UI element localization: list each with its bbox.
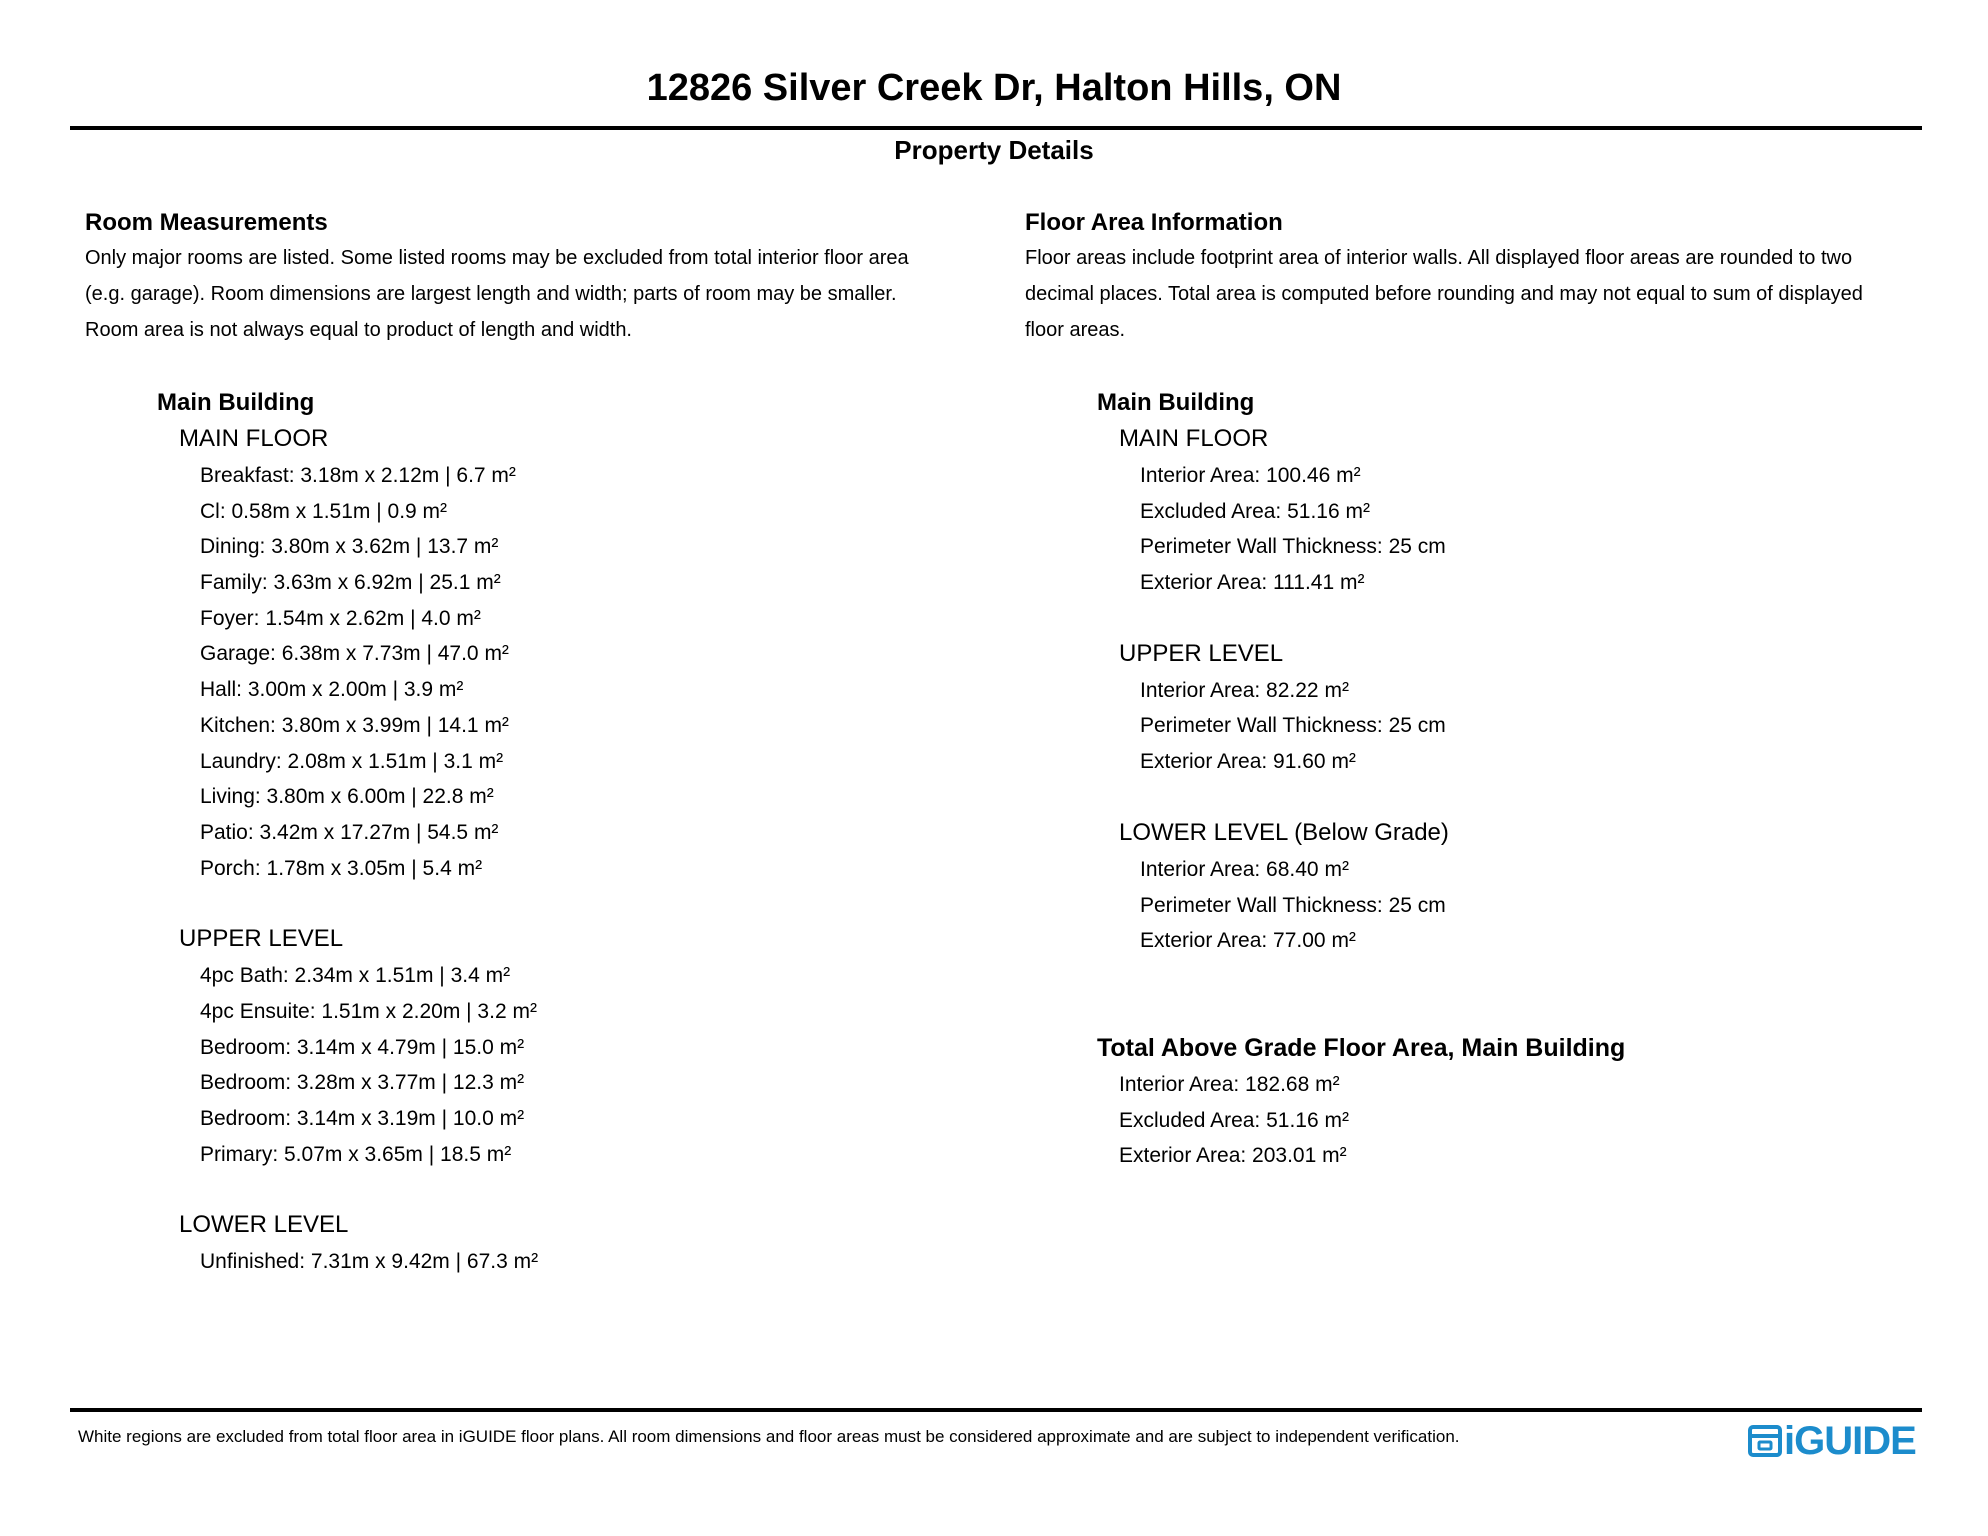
footer-disclaimer: White regions are excluded from total floor area in iGUIDE floor plans. All room dimensions and floor areas must be considered approximate and are subject to independent verification. — [78, 1427, 1460, 1446]
room-item: 4pc Bath: 2.34m x 1.51m | 3.4 m² — [200, 964, 511, 988]
header-divider — [70, 126, 1922, 130]
building-heading: Main Building — [157, 389, 315, 416]
room-item: Dining: 3.80m x 3.62m | 13.7 m² — [200, 535, 499, 559]
level-heading-main-floor: MAIN FLOOR — [179, 425, 329, 452]
room-measurements-section — [85, 206, 985, 1280]
iguide-logo-text: iGUIDE — [1784, 1419, 1916, 1463]
room-item: Laundry: 2.08m x 1.51m | 3.1 m² — [200, 749, 504, 773]
level-heading-upper-level: UPPER LEVEL — [1119, 639, 1284, 667]
iguide-logo — [1748, 1420, 1916, 1462]
description-line: Floor areas include footprint area of interior walls. All displayed floor areas are rounded to two — [1025, 247, 1853, 269]
room-item: Cl: 0.58m x 1.51m | 0.9 m² — [200, 499, 448, 523]
room-item: Garage: 6.38m x 7.73m | 47.0 m² — [200, 642, 509, 666]
room-measurements-title: Room Measurements — [85, 209, 328, 236]
room-item: Breakfast: 3.18m x 2.12m | 6.7 m² — [200, 464, 516, 487]
level-heading-lower-level: LOWER LEVEL — [179, 1211, 349, 1239]
room-measurements-description — [85, 240, 985, 348]
room-item: Family: 3.63m x 6.92m | 25.1 m² — [200, 571, 501, 595]
description-line: Only major rooms are listed. Some listed rooms may be excluded from total interior floor area — [85, 247, 909, 269]
room-item: Unfinished: 7.31m x 9.42m | 67.3 m² — [200, 1250, 539, 1274]
room-item: Porch: 1.78m x 3.05m | 5.4 m² — [200, 856, 483, 880]
building-heading: Main Building — [1097, 389, 1255, 416]
room-item: 4pc Ensuite: 1.51m x 2.20m | 3.2 m² — [200, 999, 537, 1023]
floor-area-description — [1025, 240, 1925, 348]
total-area-item: Exterior Area: 203.01 m² — [1119, 1144, 1347, 1168]
area-item: Exterior Area: 111.41 m² — [1140, 571, 1365, 595]
footer-divider — [70, 1408, 1922, 1412]
floor-area-section — [1025, 206, 1925, 1174]
total-area-heading: Total Above Grade Floor Area, Main Building — [1097, 1033, 1626, 1062]
level-heading-upper-level: UPPER LEVEL — [179, 925, 344, 953]
room-item: Bedroom: 3.28m x 3.77m | 12.3 m² — [200, 1071, 525, 1095]
area-item: Interior Area: 68.40 m² — [1140, 857, 1349, 881]
area-item: Interior Area: 100.46 m² — [1140, 464, 1361, 487]
room-item: Foyer: 1.54m x 2.62m | 4.0 m² — [200, 606, 481, 630]
room-item: Primary: 5.07m x 3.65m | 18.5 m² — [200, 1142, 512, 1166]
description-line: floor areas. — [1025, 319, 1126, 341]
area-item: Perimeter Wall Thickness: 25 cm — [1140, 714, 1446, 738]
room-item: Bedroom: 3.14m x 3.19m | 10.0 m² — [200, 1107, 525, 1130]
room-item: Hall: 3.00m x 2.00m | 3.9 m² — [200, 678, 464, 702]
room-item: Patio: 3.42m x 17.27m | 54.5 m² — [200, 820, 499, 844]
description-line: (e.g. garage). Room dimensions are largest length and width; parts of room may be smaller. — [85, 283, 897, 305]
room-item: Living: 3.80m x 6.00m | 22.8 m² — [200, 785, 494, 809]
page-title: 12826 Silver Creek Dr, Halton Hills, ON — [646, 67, 1342, 109]
level-heading-lower-level: LOWER LEVEL (Below Grade) — [1119, 818, 1449, 846]
level-heading-main-floor: MAIN FLOOR — [1119, 425, 1269, 452]
area-item: Perimeter Wall Thickness: 25 cm — [1140, 535, 1446, 559]
area-item: Exterior Area: 91.60 m² — [1140, 750, 1356, 774]
page-subtitle: Property Details — [894, 135, 1094, 165]
area-item: Exterior Area: 77.00 m² — [1140, 929, 1356, 953]
floor-area-title: Floor Area Information — [1025, 209, 1283, 236]
description-line: decimal places. Total area is computed before rounding and may not equal to sum of displayed — [1025, 283, 1863, 305]
iguide-logo-icon — [1748, 1424, 1782, 1458]
room-item: Kitchen: 3.80m x 3.99m | 14.1 m² — [200, 713, 509, 737]
description-line: Room area is not always equal to product of length and width. — [85, 319, 632, 341]
area-item: Perimeter Wall Thickness: 25 cm — [1140, 893, 1446, 917]
total-area-item: Excluded Area: 51.16 m² — [1119, 1108, 1349, 1132]
area-item: Excluded Area: 51.16 m² — [1140, 499, 1370, 523]
area-item: Interior Area: 82.22 m² — [1140, 678, 1349, 702]
room-item: Bedroom: 3.14m x 4.79m | 15.0 m² — [200, 1035, 525, 1059]
total-area-item: Interior Area: 182.68 m² — [1119, 1072, 1340, 1096]
